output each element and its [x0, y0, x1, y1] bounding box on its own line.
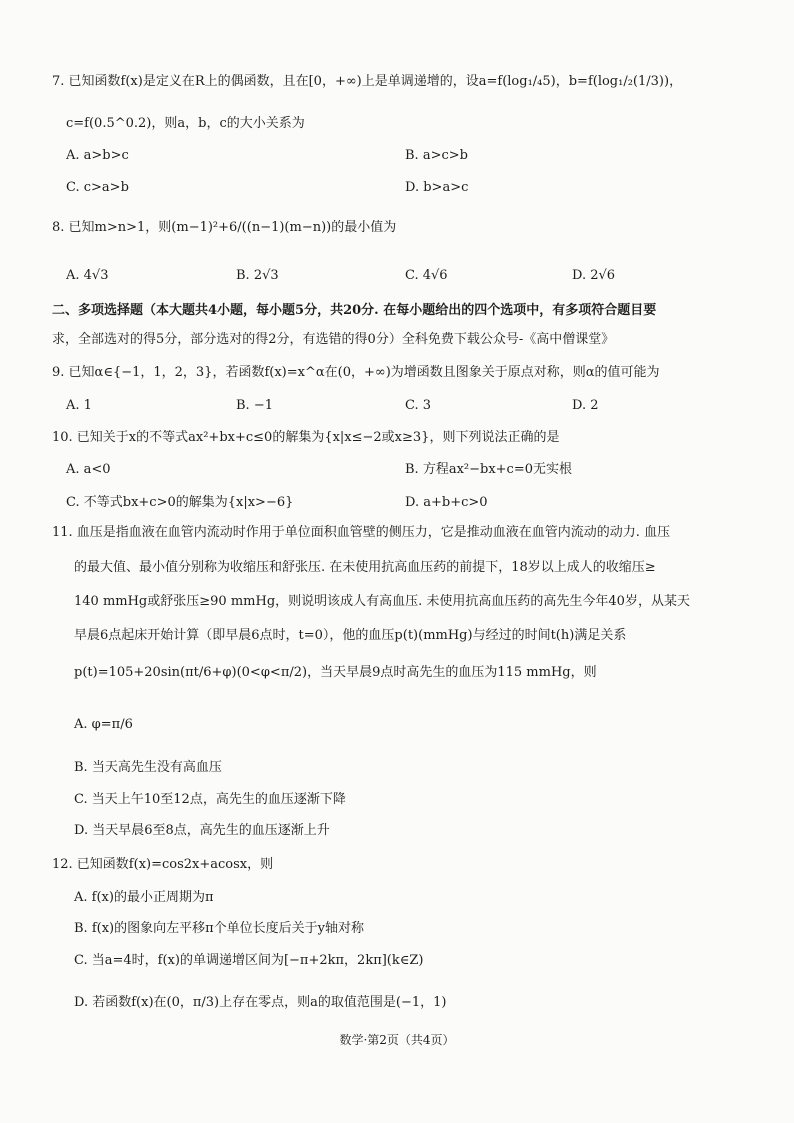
text-line: A. 1 — [66, 398, 92, 413]
text-line: B. f(x)的图象向左平移π个单位长度后关于y轴对称 — [74, 921, 364, 936]
text-line: C. 当天上午10至12点，高先生的血压逐渐下降 — [74, 792, 346, 807]
text-line: D. 若函数f(x)在(0，π/3)上存在零点，则a的取值范围是(−1，1) — [74, 995, 447, 1010]
text-line: 的最大值、最小值分别称为收缩压和舒张压. 在未使用抗高血压药的前提下，18岁以上成人的收缩压≥ — [74, 560, 656, 575]
text-line: C. 不等式bx+c>0的解集为{x|x>−6} — [66, 495, 294, 510]
text-line: B. a>c>b — [405, 148, 468, 163]
text-line: A. 4√3 — [66, 268, 109, 283]
text-line: A. f(x)的最小正周期为π — [74, 890, 214, 905]
text-line: 7. 已知函数f(x)是定义在R上的偶函数，且在[0，+∞)上是单调递增的，设a=f(log₁/₄5)，b=f(log₁/₂(1/3))， — [52, 74, 683, 89]
text-line: D. a+b+c>0 — [405, 495, 488, 510]
text-line: A. a>b>c — [66, 148, 129, 163]
text-line: B. 2√3 — [236, 268, 279, 283]
text-line: D. b>a>c — [405, 180, 469, 195]
text-line: A. a<0 — [66, 462, 111, 477]
text-line: B. 方程ax²−bx+c=0无实根 — [405, 462, 572, 477]
page-footer: 数学·第2页（共4页） — [339, 1033, 455, 1047]
text-line: C. 当a=4时，f(x)的单调递增区间为[−π+2kπ，2kπ](k∈Z) — [74, 953, 424, 968]
text-line: p(t)=105+20sin(πt/6+φ)(0<φ<π/2)，当天早晨9点时高先生的血压为115 mmHg，则 — [74, 665, 597, 680]
text-line: B. 当天高先生没有高血压 — [74, 760, 222, 775]
text-line: 二、多项选择题（本大题共4小题，每小题5分，共20分. 在每小题给出的四个选项中，有多项符合题目要 — [52, 303, 657, 318]
text-line: 早晨6点起床开始计算（即早晨6点时，t=0），他的血压p(t)(mmHg)与经过的时间t(h)满足关系 — [74, 628, 627, 643]
text-line: 10. 已知关于x的不等式ax²+bx+c≤0的解集为{x|x≤−2或x≥3}，则下列说法正确的是 — [52, 430, 560, 445]
text-line: 8. 已知m>n>1，则(m−1)²+6/((n−1)(m−n))的最小值为 — [52, 220, 397, 235]
text-line: C. c>a>b — [66, 180, 129, 195]
text-line: c=f(0.5^0.2)，则a，b，c的大小关系为 — [66, 116, 305, 131]
text-line: B. −1 — [236, 398, 273, 413]
text-line: 140 mmHg或舒张压≥90 mmHg，则说明该成人有高血压. 未使用抗高血压药的高先生今年40岁，从某天 — [74, 594, 690, 609]
text-line: D. 2√6 — [572, 268, 616, 283]
text-line: D. 当天早晨6至8点，高先生的血压逐渐上升 — [74, 823, 330, 838]
text-line: 求，全部选对的得5分，部分选对的得2分，有选错的得0分）全科免费下载公众号-《高中僧课堂》 — [52, 332, 615, 347]
text-line: 12. 已知函数f(x)=cos2x+acosx，则 — [52, 857, 274, 872]
text-line: A. φ=π/6 — [74, 717, 133, 732]
text-line: C. 3 — [405, 398, 432, 413]
text-line: D. 2 — [572, 398, 599, 413]
text-line: 9. 已知α∈{−1，1，2，3}，若函数f(x)=x^α在(0，+∞)为增函数且图象关于原点对称，则α的值可能为 — [52, 365, 660, 380]
text-line: C. 4√6 — [405, 268, 448, 283]
text-line: 11. 血压是指血液在血管内流动时作用于单位面积血管壁的侧压力，它是推动血液在血管内流动的动力. 血压 — [52, 525, 671, 540]
